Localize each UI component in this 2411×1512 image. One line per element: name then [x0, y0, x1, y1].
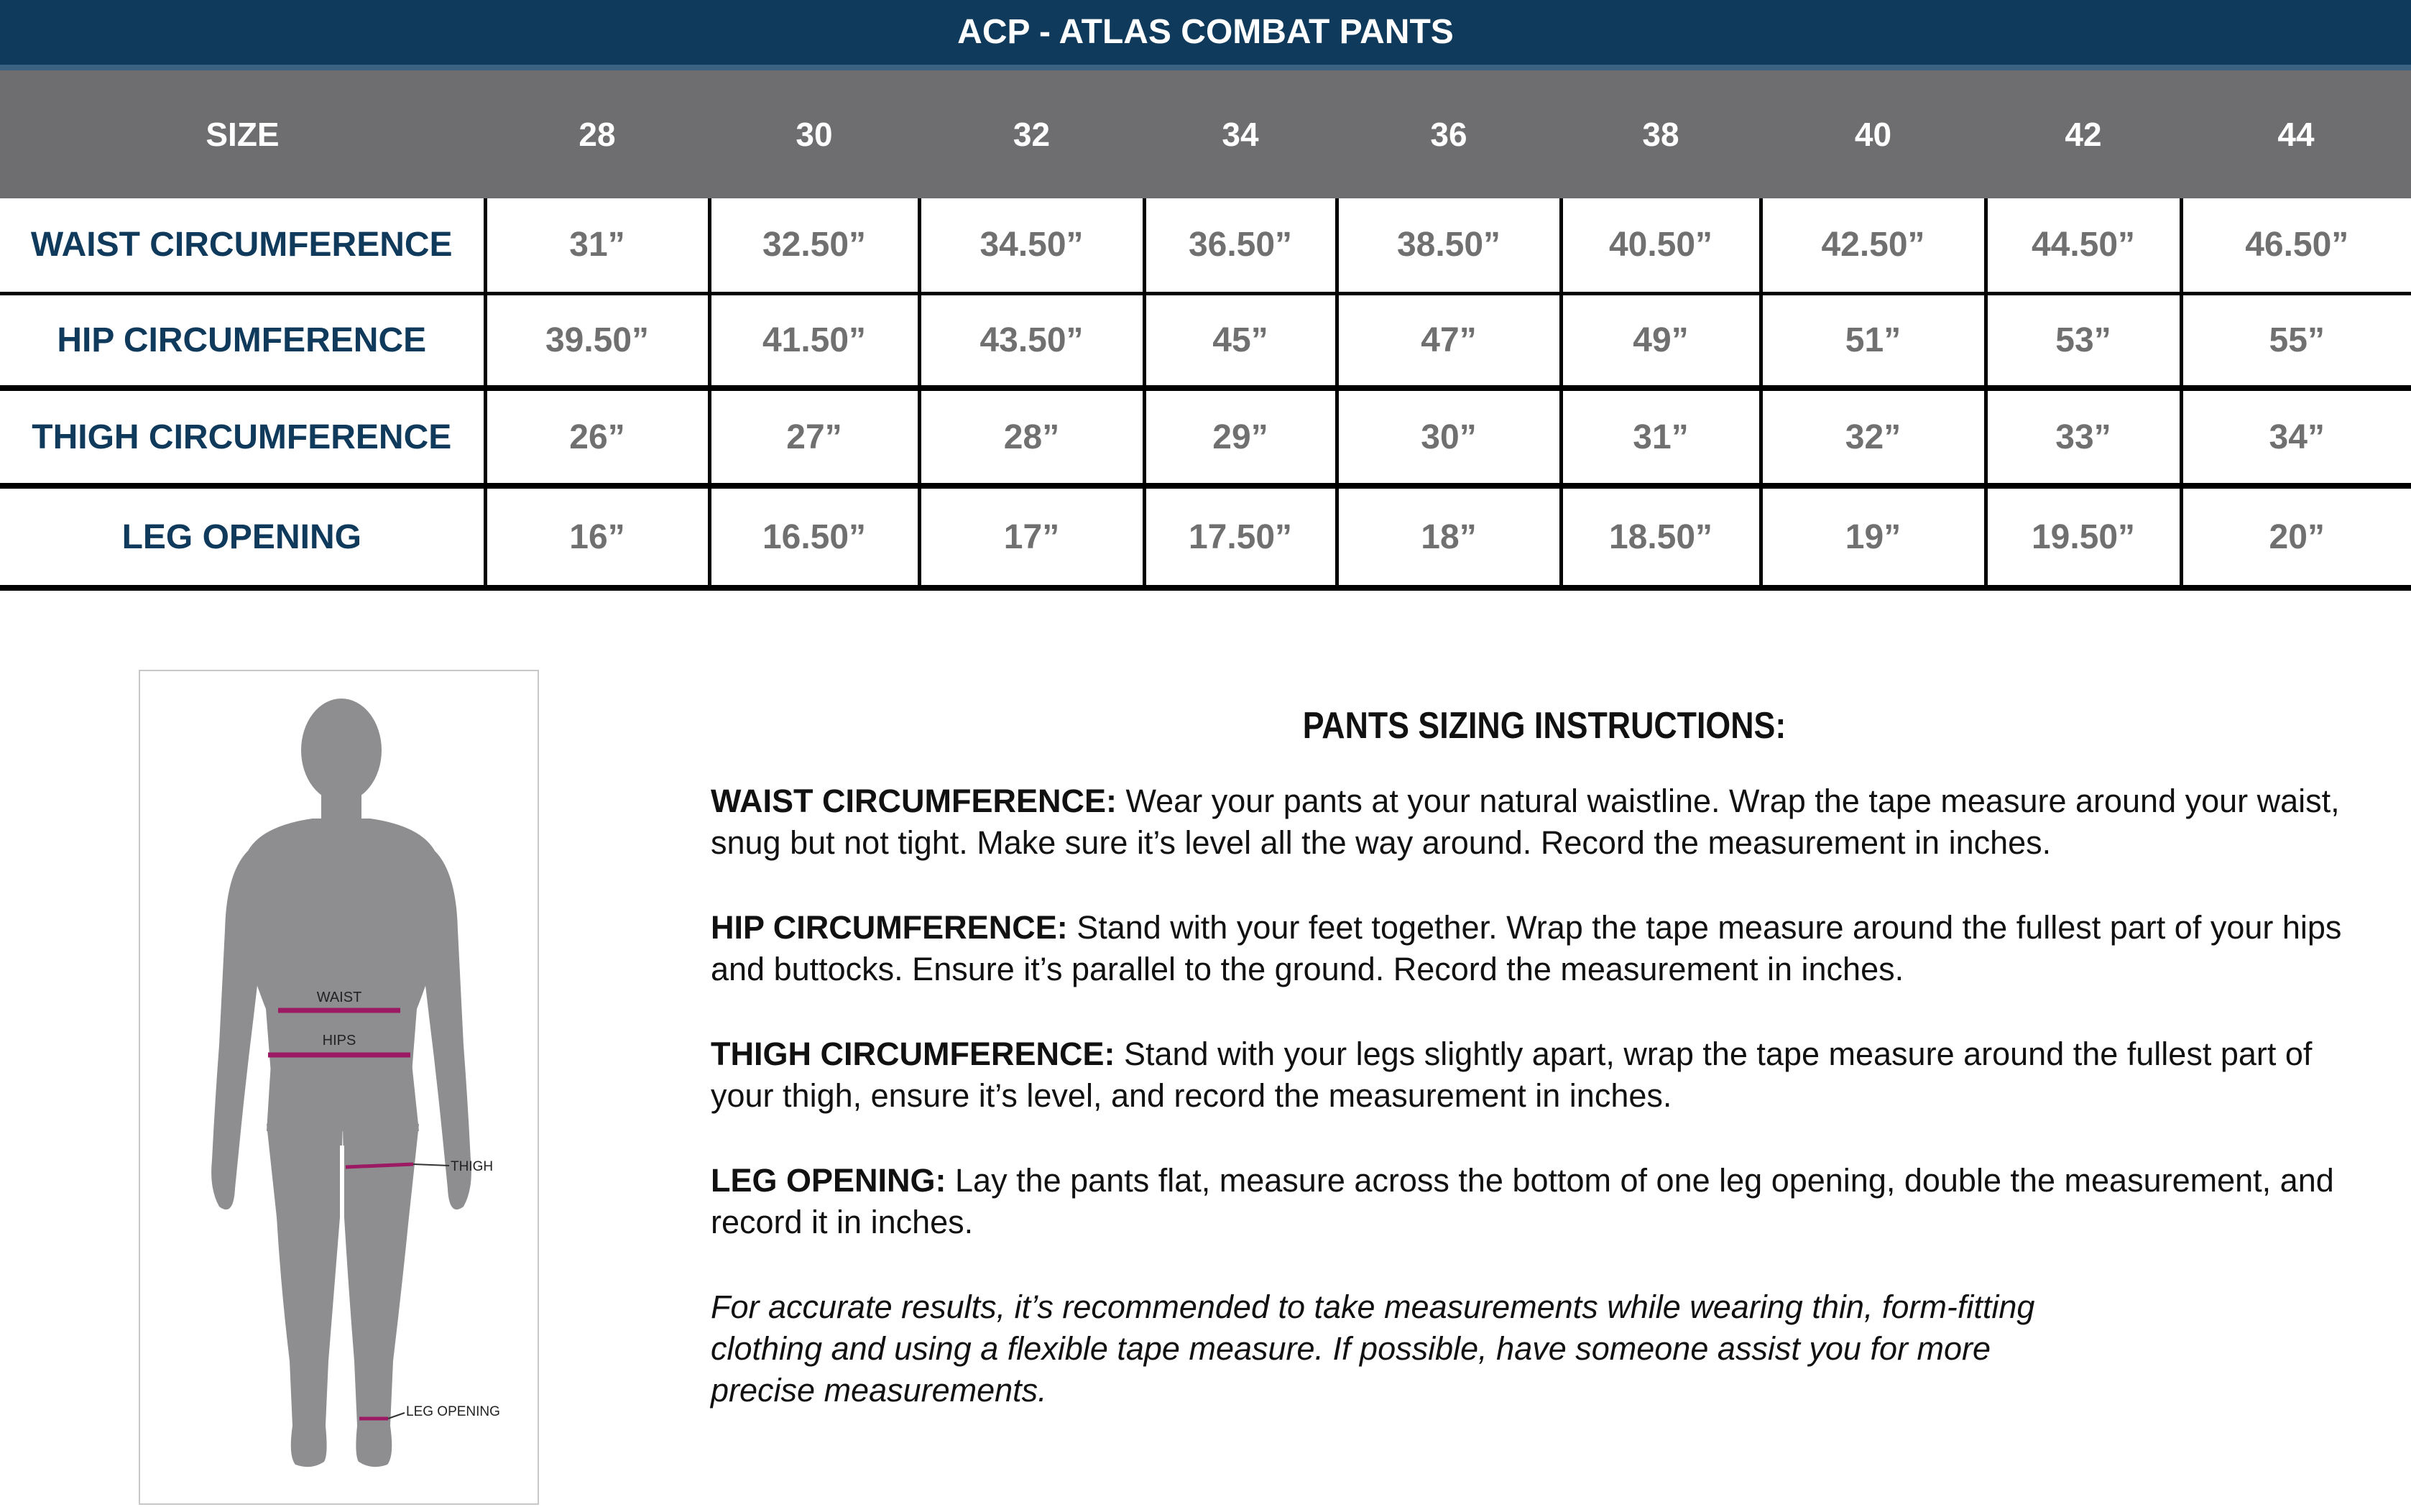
- instruction-text: Stand with your feet together. Wrap the tape measure around the fullest part of your hips and buttocks. Ensure it’s parallel to the ground. Record the measurement in inches.: [711, 909, 2342, 987]
- table-cell: 51”: [1761, 293, 1986, 388]
- table-cell: 47”: [1337, 293, 1561, 388]
- size-header-cell: 42: [1986, 70, 2181, 198]
- instruction-lead: THIGH CIRCUMFERENCE:: [711, 1036, 1115, 1072]
- table-cell: 31”: [1561, 388, 1761, 486]
- size-header-cell: 40: [1761, 70, 1986, 198]
- table-cell: 32.50”: [709, 198, 919, 293]
- table-cell: 20”: [2269, 517, 2325, 556]
- instruction-waist: [711, 780, 2364, 864]
- instruction-lead: LEG OPENING:: [711, 1162, 946, 1199]
- measurement-figure: [139, 670, 539, 1505]
- table-row-hip: [0, 293, 2411, 388]
- table-cell: 42.50”: [1761, 198, 1986, 293]
- table-cell: 36.50”: [1144, 198, 1337, 293]
- leg-opening-label: LEG OPENING: [406, 1404, 500, 1419]
- sizing-instructions: [711, 704, 2364, 1444]
- table-cell: 49”: [1561, 293, 1761, 388]
- measurement-note: For accurate results, it’s recommended to take measurements while wearing thin, form-fitting clothing and using a flexible tape measure. If possible, have someone assist you for more precise measurements.: [711, 1289, 2035, 1409]
- table-cell: 46.50”: [2245, 226, 2349, 264]
- table-cell: 17”: [919, 486, 1144, 588]
- instruction-text: Wear your pants at your natural waistline. Wrap the tape measure around your waist, snug but not tight. Make sure it’s level all the way around. Record the measurement in inches.: [711, 783, 2340, 861]
- table-cell: 17.50”: [1144, 486, 1337, 588]
- instruction-hip: [711, 907, 2364, 990]
- table-cell: 19.50”: [1986, 486, 2181, 588]
- size-header-cell: 38: [1561, 70, 1761, 198]
- table-cell: 16.50”: [709, 486, 919, 588]
- size-header-row: [0, 70, 2411, 198]
- instruction-leg-opening: [711, 1160, 2364, 1243]
- table-cell: 34”: [2269, 418, 2325, 456]
- row-label: HIP CIRCUMFERENCE: [0, 293, 485, 388]
- row-label: THIGH CIRCUMFERENCE: [0, 388, 485, 486]
- leg-gap: [340, 1145, 344, 1419]
- table-cell: 30”: [1337, 388, 1561, 486]
- instruction-text: Stand with your legs slightly apart, wrap the tape measure around the fullest part of your thigh, ensure it’s level, and record the measurement in inches.: [711, 1036, 2313, 1114]
- table-row-waist: [0, 198, 2411, 293]
- hips-label: HIPS: [322, 1033, 356, 1048]
- instruction-lead: HIP CIRCUMFERENCE:: [711, 909, 1068, 946]
- table-cell: 28”: [919, 388, 1144, 486]
- size-header-cell: 32: [919, 70, 1144, 198]
- instruction-text: Lay the pants flat, measure across the bottom of one leg opening, double the measurement, and record it in inches.: [711, 1162, 2334, 1240]
- table-cell: 18”: [1337, 486, 1561, 588]
- table-cell: 26”: [485, 388, 709, 486]
- table-cell: 16”: [485, 486, 709, 588]
- table-cell: 44.50”: [1986, 198, 2181, 293]
- size-header-cell: 34: [1144, 70, 1337, 198]
- waist-label: WAIST: [316, 990, 362, 1005]
- table-cell: 18.50”: [1561, 486, 1761, 588]
- table-cell: 33”: [1986, 388, 2181, 486]
- table-cell: 32”: [1761, 388, 1986, 486]
- table-row-leg-opening: [0, 486, 2411, 588]
- table-row-thigh: [0, 388, 2411, 486]
- table-cell: 53”: [1986, 293, 2181, 388]
- table-cell: 55”: [2269, 321, 2325, 359]
- instructions-title: PANTS SIZING INSTRUCTIONS:: [1302, 705, 1787, 747]
- page-title: ACP - ATLAS COMBAT PANTS: [0, 0, 2411, 70]
- thigh-label: THIGH: [451, 1159, 494, 1174]
- table-cell: 38.50”: [1337, 198, 1561, 293]
- table-cell: 45”: [1144, 293, 1337, 388]
- size-header-cell: 36: [1337, 70, 1561, 198]
- size-header-cell: 44: [2181, 70, 2411, 198]
- table-cell: 43.50”: [919, 293, 1144, 388]
- table-cell: 39.50”: [485, 293, 709, 388]
- table-cell: 31”: [485, 198, 709, 293]
- table-cell: 29”: [1144, 388, 1337, 486]
- size-header-cell: 28: [485, 70, 709, 198]
- row-label: WAIST CIRCUMFERENCE: [0, 198, 485, 293]
- size-chart-table: [0, 70, 2411, 591]
- instruction-lead: WAIST CIRCUMFERENCE:: [711, 783, 1117, 819]
- body-silhouette-figure: [140, 671, 538, 1503]
- table-cell: 41.50”: [709, 293, 919, 388]
- size-header-cell: 30: [709, 70, 919, 198]
- table-cell: 27”: [709, 388, 919, 486]
- instruction-thigh: [711, 1033, 2364, 1117]
- thigh-leader: [413, 1164, 449, 1166]
- row-label: LEG OPENING: [0, 486, 485, 588]
- table-cell: 40.50”: [1561, 198, 1761, 293]
- table-cell: 34.50”: [919, 198, 1144, 293]
- table-cell: 19”: [1761, 486, 1986, 588]
- size-header-label: SIZE: [0, 70, 485, 198]
